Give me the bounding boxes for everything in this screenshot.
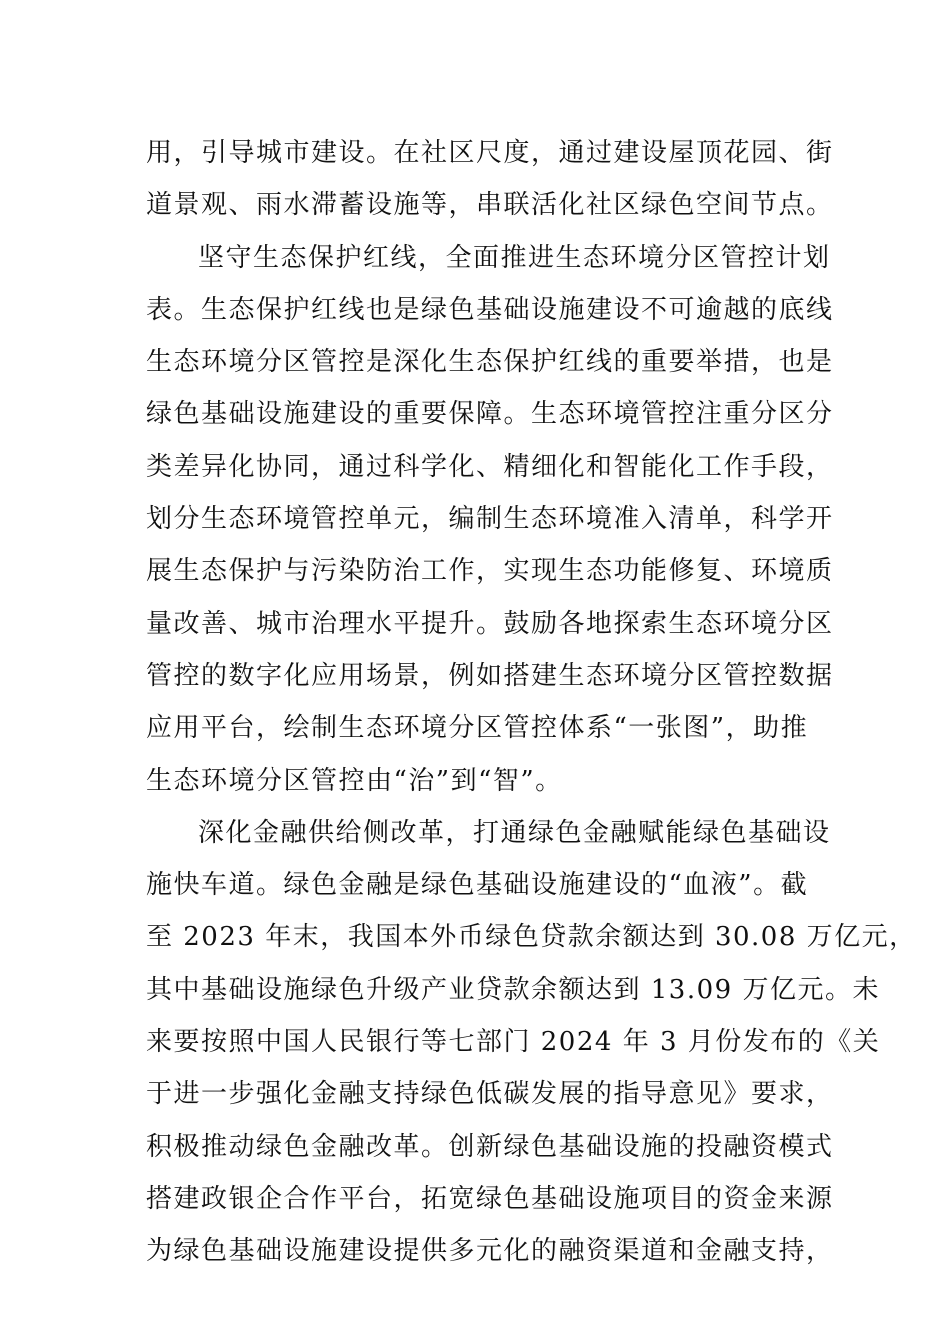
text-line: 用，引导城市建设。在社区尺度，通过建设屋顶花园、街 (146, 138, 834, 168)
text-line: 绿色基础设施建设的重要保障。生态环境管控注重分区分 (146, 399, 834, 430)
body-text (146, 127, 917, 1278)
paragraph-first-line: 深化金融供给侧改革，打通绿色金融赋能绿色基础设 (198, 817, 831, 848)
text-line: 管控的数字化应用场景，例如搭建生态环境分区管控数据 (146, 660, 834, 691)
text-line: 施快车道。绿色金融是绿色基础设施建设的“血液”。截 (146, 870, 809, 901)
text-line: 类差异化协同，通过科学化、精细化和智能化工作手段， (146, 451, 834, 482)
text-line: 其中基础设施绿色升级产业贷款余额达到 13.09 万亿元。未 (146, 974, 880, 1005)
text-line: 表。生态保护红线也是绿色基础设施建设不可逾越的底线 (146, 294, 834, 325)
text-line: 搭建政银企合作平台，拓宽绿色基础设施项目的资金来源 (146, 1183, 834, 1214)
text-line: 道景观、雨水滞蓄设施等，串联活化社区绿色空间节点。 (146, 190, 834, 221)
text-line: 量改善、城市治理水平提升。鼓励各地探索生态环境分区 (146, 608, 834, 639)
text-line: 展生态保护与污染防治工作，实现生态功能修复、环境质 (146, 556, 834, 587)
text-line: 应用平台，绘制生态环境分区管控体系“一张图”，助推 (146, 713, 809, 744)
text-line: 来要按照中国人民银行等七部门 2024 年 3 月份发布的《关 (146, 1027, 881, 1058)
text-line: 生态环境分区管控是深化生态保护红线的重要举措，也是 (146, 347, 834, 378)
text-line: 为绿色基础设施建设提供多元化的融资渠道和金融支持， (146, 1236, 834, 1267)
paragraph-first-line: 坚守生态保护红线，全面推进生态环境分区管控计划 (198, 242, 831, 273)
text-line: 积极推动绿色金融改革。创新绿色基础设施的投融资模式 (146, 1131, 834, 1162)
text-line: 于进一步强化金融支持绿色低碳发展的指导意见》要求， (146, 1079, 834, 1110)
text-line: 至 2023 年末，我国本外币绿色贷款余额达到 30.08 万亿元， (146, 922, 917, 953)
text-line: 生态环境分区管控由“治”到“智”。 (146, 765, 563, 796)
text-line: 划分生态环境管控单元，编制生态环境准入清单，科学开 (146, 504, 834, 535)
